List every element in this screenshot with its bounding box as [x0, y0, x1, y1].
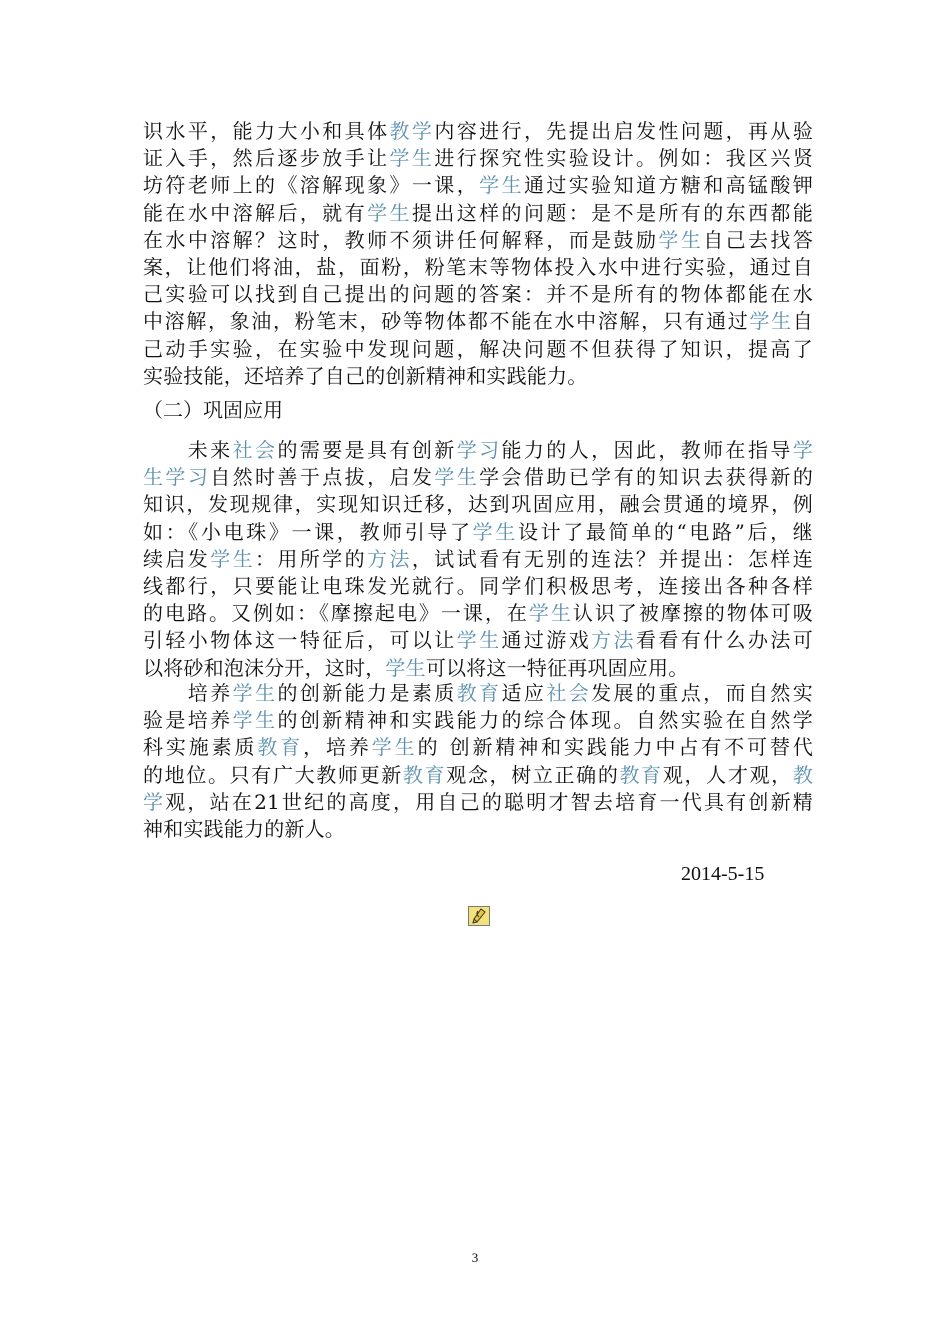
text-run: 的地位。只有广大教师更新 [143, 762, 403, 787]
paragraph-conclusion [143, 680, 813, 843]
text-line [143, 172, 813, 199]
text-run: ，试试看有无别的连法？并提出：怎样连 [411, 546, 813, 571]
keyword-link[interactable]: 学生 [456, 628, 502, 653]
text-line [143, 789, 813, 816]
text-run: 适应 [501, 681, 547, 705]
text-line [143, 519, 813, 546]
text-run: 通过实验知道方糖和高锰酸钾 [523, 173, 814, 198]
keyword-link[interactable]: 学生 [232, 708, 278, 733]
keyword-link[interactable]: 教育 [257, 735, 304, 760]
text-line [143, 464, 813, 491]
keyword-link[interactable]: 学生 [479, 173, 524, 198]
keyword-link[interactable]: 生学习 [143, 465, 211, 490]
text-run: 可以将这一特征再巩固应用。 [425, 655, 689, 680]
text-run: 认识了被摩擦的物体可吸 [572, 601, 814, 626]
text-run: 科实施素质 [143, 735, 258, 760]
text-run: 实验技能，还培养了自己的创新精神和实践能力。 [143, 363, 588, 388]
section-heading: （二）巩固应用 [143, 398, 283, 422]
text-run: 神和实践能力的新人。 [143, 816, 345, 841]
text-run: 进行探究性实验设计。例如：我区兴贤 [434, 146, 814, 171]
text-run: 续启发 [143, 546, 211, 571]
keyword-link[interactable]: 教育 [402, 762, 447, 787]
text-run: 看看有什么办法可 [635, 628, 813, 653]
keyword-link[interactable]: 学 [792, 438, 813, 462]
text-run: 学会借助已学有的知识去获得新的 [479, 465, 814, 490]
text-line [143, 655, 813, 682]
keyword-link[interactable]: 学生 [389, 146, 435, 171]
keyword-link[interactable]: 学生 [749, 309, 793, 334]
text-run: 验是培养 [143, 708, 233, 733]
text-run: 在水中溶解？这时，教师不须讲任何解释，而是鼓励 [143, 227, 659, 252]
text-line [143, 734, 813, 761]
keyword-link[interactable]: 学生 [528, 601, 573, 626]
text-run: 自然时善于点拔，启发 [210, 465, 435, 490]
text-run: 设计了最简单的“电路”后，继 [517, 519, 814, 544]
keyword-link[interactable]: 教育 [619, 762, 663, 787]
text-run: 的创新能力是素质 [277, 681, 457, 705]
text-line [143, 281, 813, 308]
text-run: 中溶解，象油，粉笔末，砂等物体都不能在水中溶解，只有通过 [143, 309, 750, 334]
text-run: 提出这样的问题：是不是所有的东西都能 [411, 200, 814, 225]
text-run: 观，站在21世纪的高度，用自己的聪明才智去培育一代具有创新精 [165, 789, 813, 814]
text-run: 能在水中溶解后，就有 [143, 200, 368, 225]
text-line [143, 200, 813, 227]
keyword-link[interactable]: 方法 [367, 546, 412, 571]
text-line [143, 573, 813, 600]
text-run: 的 创新精神和实践能力中占有不可替代 [417, 735, 814, 760]
text-run: 能力的人，因此，教师在指导 [501, 438, 793, 462]
text-line [143, 308, 813, 335]
pencil-icon[interactable] [468, 906, 490, 926]
text-run: 证入手，然后逐步放手让 [143, 146, 390, 171]
keyword-link[interactable]: 学生 [210, 546, 256, 571]
text-run: 的电路。又例如：《摩擦起电》一课，在 [143, 601, 529, 626]
text-run: 己动手实验，在实验中发现问题，解决问题不但获得了知识，提高了 [143, 336, 813, 361]
text-line [143, 254, 813, 281]
keyword-link[interactable]: 学 [143, 789, 166, 814]
text-line [143, 227, 813, 254]
paragraph-experiment-design [143, 118, 813, 390]
text-run: 的需要是具有创新 [277, 438, 457, 462]
text-run: 识水平，能力大小和具体 [143, 119, 390, 143]
text-run: 内容进行，先提出启发性问题，再从验 [434, 119, 814, 143]
text-line [143, 491, 813, 518]
text-line [143, 145, 813, 172]
keyword-link[interactable]: 学生 [367, 200, 412, 225]
keyword-link[interactable]: 学生 [658, 227, 704, 252]
document-date: 2014-5-15 [681, 863, 765, 885]
keyword-link[interactable]: 学生 [434, 465, 480, 490]
text-run: 观念，树立正确的 [446, 762, 620, 787]
text-line [143, 336, 813, 363]
text-line [143, 816, 813, 843]
keyword-link[interactable]: 学生 [385, 655, 426, 680]
text-run: 坊符老师上的《溶解现象》一课， [143, 173, 480, 198]
text-line [143, 762, 813, 789]
text-line [143, 546, 813, 573]
text-run: 未来 [143, 438, 233, 462]
text-run: 以将砂和泡沫分开，这时， [143, 655, 386, 680]
keyword-link[interactable]: 教育 [456, 681, 502, 705]
keyword-link[interactable]: 学习 [456, 438, 502, 462]
text-run: 自己去找答 [703, 227, 814, 252]
text-run: 引轻小物体这一特征后，可以让 [143, 628, 457, 653]
text-line [143, 707, 813, 734]
paragraph-consolidation [143, 437, 813, 682]
keyword-link[interactable]: 学生 [232, 681, 278, 705]
text-line [143, 600, 813, 627]
text-line [143, 363, 813, 390]
text-line [143, 118, 813, 145]
text-run: ，培养 [303, 735, 372, 760]
text-run: 的创新精神和实践能力的综合体现。自然实验在自然学 [277, 708, 813, 733]
keyword-link[interactable]: 方法 [591, 628, 636, 653]
keyword-link[interactable]: 学生 [371, 735, 418, 760]
text-run: 己实验可以找到自己提出的问题的答案：并不是所有的物体都能在水 [143, 282, 813, 307]
text-run: 自 [792, 309, 813, 334]
keyword-link[interactable]: 教学 [389, 119, 435, 143]
text-line [143, 627, 813, 654]
text-line [143, 437, 813, 464]
text-line [143, 680, 813, 707]
text-run: 如：《小电珠》一课，教师引导了 [143, 519, 473, 544]
keyword-link[interactable]: 学生 [472, 519, 518, 544]
text-run: ：用所学的 [255, 546, 368, 571]
text-run: 知识，发现规律，实现知识迁移，达到巩固应用，融会贯通的境界，例 [143, 492, 813, 517]
text-run: 培养 [143, 681, 233, 705]
text-run: 线都行，只要能让电珠发光就行。同学们积极思考，连接出各种各样 [143, 573, 813, 598]
page-number: 3 [471, 1250, 479, 1265]
text-run: 案，让他们将油，盐，面粉，粉笔末等物体投入水中进行实验，通过自 [143, 254, 813, 279]
keyword-link[interactable]: 社会 [546, 681, 592, 705]
text-run: 通过游戏 [501, 628, 592, 653]
keyword-link[interactable]: 社会 [232, 438, 278, 462]
text-run: 观，人才观， [662, 762, 793, 787]
text-run: 发展的重点，而自然实 [591, 681, 813, 705]
keyword-link[interactable]: 教 [792, 762, 814, 787]
